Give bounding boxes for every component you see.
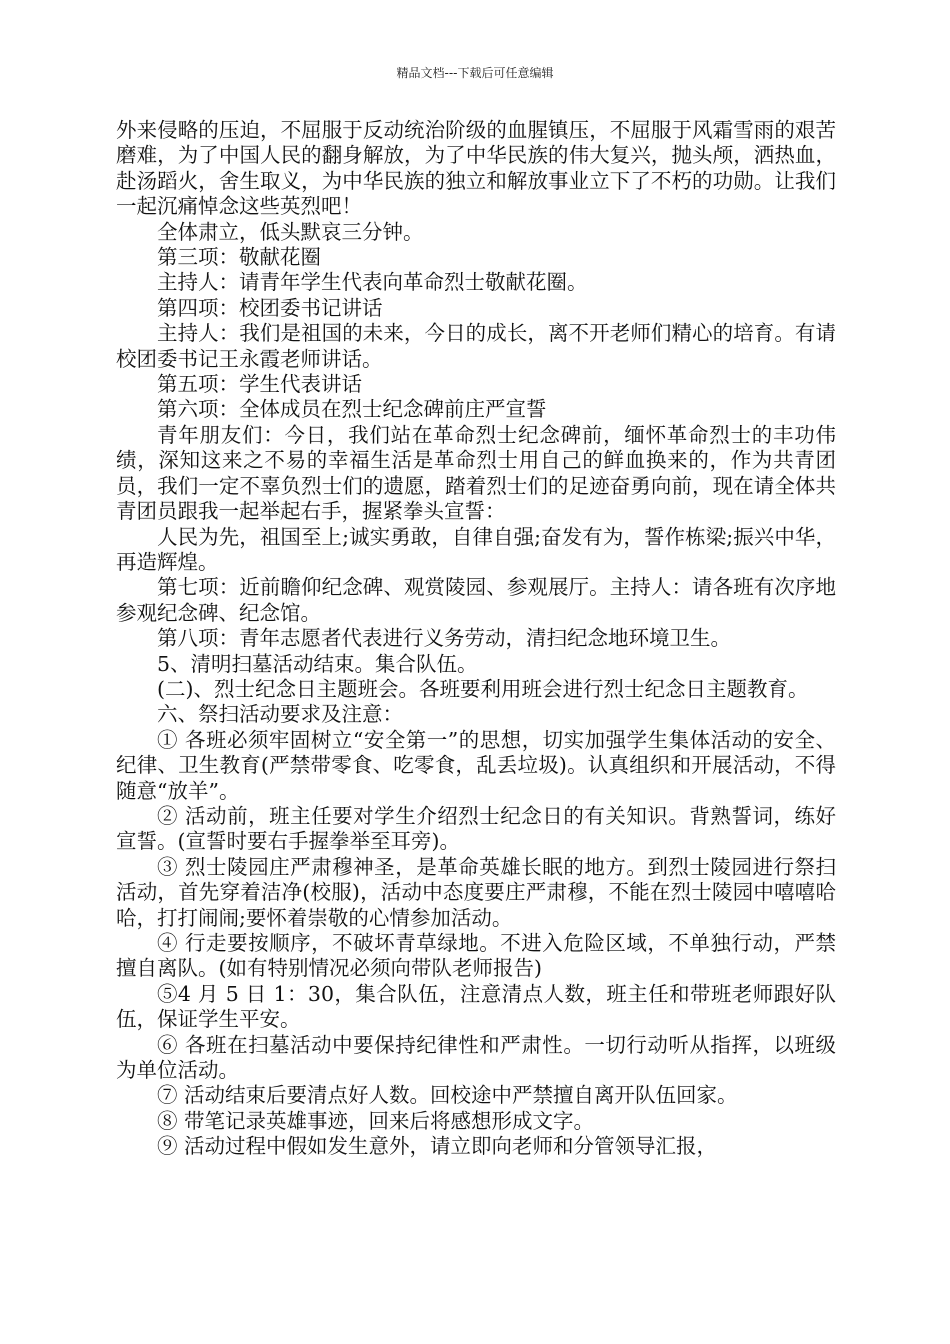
document-body — [116, 118, 836, 1160]
paragraph: 第三项：敬献花圈 — [157, 245, 321, 270]
paragraph: 主持人：请青年学生代表向革命烈士敬献花圈。 — [157, 270, 588, 295]
paragraph: 5、清明扫墓活动结束。集合队伍。 — [157, 651, 478, 676]
paragraph: 青年朋友们：今日，我们站在革命烈士纪念碑前，缅怀革命烈士的丰功伟绩，深知这来之不易的幸福生活是革命烈士用自己的鲜血换来的，作为共青团员，我们一定不辜负烈士们的遗愿，踏着烈士们的足迹奋勇向前，现在请全体共青团员跟我一起举起右手，握紧拳头宣誓： — [116, 422, 836, 524]
paragraph: 第四项：校团委书记讲话 — [157, 295, 383, 320]
paragraph: ⑥ 各班在扫墓活动中要保持纪律性和严肃性。一切行动听从指挥，以班级为单位活动。 — [116, 1032, 836, 1083]
paragraph: 第六项：全体成员在烈士纪念碑前庄严宣誓 — [157, 397, 547, 422]
paragraph: 六、祭扫活动要求及注意： — [157, 702, 403, 727]
paragraph: ⑧ 带笔记录英雄事迹，回来后将感想形成文字。 — [157, 1108, 595, 1133]
paragraph: 主持人：我们是祖国的未来，今日的成长，离不开老师们精心的培育。有请校团委书记王永霞老师讲话。 — [116, 321, 836, 371]
paragraph: 第七项：近前瞻仰纪念碑、观赏陵园、参观展厅。主持人：请各班有次序地参观纪念碑、纪念馆。 — [116, 575, 836, 625]
paragraph: ③ 烈士陵园庄严肃穆神圣，是革命英雄长眠的地方。到烈士陵园进行祭扫活动，首先穿着洁净(校服)，活动中态度要庄严肃穆，不能在烈士陵园中嘻嘻哈哈，打打闹闹;要怀着崇敬的心情参加活动。 — [116, 854, 836, 930]
paragraph: ⑤4 月 5 日 1：30，集合队伍，注意清点人数，班主任和带班老师跟好队伍，保证学生平安。 — [116, 981, 836, 1032]
paragraph: 第八项：青年志愿者代表进行义务劳动，清扫纪念地环境卫生。 — [157, 626, 731, 651]
paragraph: (二)、烈士纪念日主题班会。各班要利用班会进行烈士纪念日主题教育。 — [157, 676, 809, 701]
paragraph: 第五项：学生代表讲话 — [157, 372, 362, 397]
paragraph: ⑦ 活动结束后要清点好人数。回校途中严禁擅自离开队伍回家。 — [157, 1083, 738, 1108]
paragraph: ④ 行走要按顺序，不破坏青草绿地。不进入危险区域，不单独行动，严禁擅自离队。(如有特别情况必须向带队老师报告) — [116, 931, 836, 981]
page-header: 精品文档---下载后可任意编辑 — [396, 66, 554, 80]
paragraph: 全体肃立，低头默哀三分钟。 — [157, 219, 424, 244]
paragraph: ⑨ 活动过程中假如发生意外，请立即向老师和分管领导汇报， — [157, 1134, 718, 1159]
paragraph: 人民为先，祖国至上;诚实勇敢，自律自强;奋发有为，誓作栋梁;振兴中华，再造辉煌。 — [116, 524, 836, 574]
paragraph: ① 各班必须牢固树立“安全第一”的思想，切实加强学生集体活动的安全、纪律、卫生教育(严禁带零食、吃零食，乱丢垃圾)。认真组织和开展活动，不得随意“放羊”。 — [116, 727, 836, 803]
paragraph: 外来侵略的压迫，不屈服于反动统治阶级的血腥镇压，不屈服于风霜雪雨的艰苦磨难，为了中国人民的翻身解放，为了中华民族的伟大复兴，抛头颅，洒热血，赴汤蹈火，舍生取义，为中华民族的独立和解放事业立下了不朽的功勋。让我们一起沉痛悼念这些英烈吧！ — [116, 118, 836, 219]
paragraph: ② 活动前，班主任要对学生介绍烈士纪念日的有关知识。背熟誓词，练好宣誓。(宣誓时要右手握拳举至耳旁)。 — [116, 803, 836, 854]
